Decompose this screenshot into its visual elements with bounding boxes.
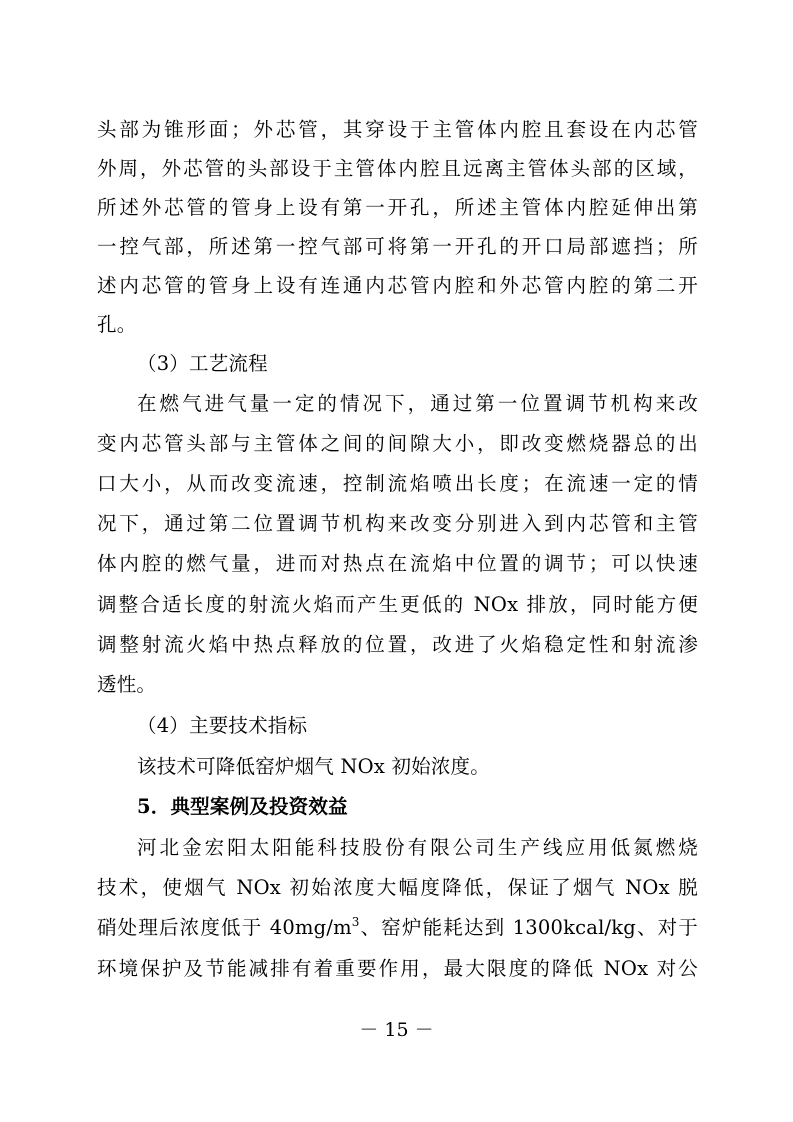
section-heading-5: 5．典型案例及投资效益 (137, 795, 348, 818)
body-line: 调整射流火焰中热点释放的位置，改进了火焰稳定性和射流渗 (97, 633, 698, 656)
body-line: 况下，通过第二位置调节机构来改变分别进入到内芯管和主管 (97, 512, 698, 535)
section-heading-3: （3）工艺流程 (137, 352, 268, 375)
body-line: 外周，外芯管的头部设于主管体内腔且远离主管体头部的区域， (97, 157, 698, 180)
body-line: 透性。 (97, 673, 157, 696)
body-line: 技术，使烟气 NOx 初始浓度大幅度降低，保证了烟气 NOx 脱 (97, 876, 698, 899)
body-line: 变内芯管头部与主管体之间的间隙大小，即改变燃烧器总的出 (97, 432, 698, 455)
body-line: 调整合适长度的射流火焰而产生更低的 NOx 排放，同时能方便 (97, 593, 698, 616)
body-line: 所述外芯管的管身上设有第一开孔，所述主管体内腔延伸出第 (97, 196, 698, 219)
body-line: 体内腔的燃气量，进而对热点在流焰中位置的调节；可以快速 (97, 552, 698, 575)
body-line: 该技术可降低窑炉烟气 NOx 初始浓度。 (137, 755, 490, 778)
body-line: 述内芯管的管身上设有连通内芯管内腔和外芯管内腔的第二开 (97, 274, 698, 297)
body-line: 在燃气进气量一定的情况下，通过第一位置调节机构来改 (137, 392, 698, 415)
body-line (97, 916, 698, 940)
body-line: 头部为锥形面；外芯管，其穿设于主管体内腔且套设在内芯管 (97, 118, 698, 141)
text-segment: 硝处理后浓度低于 40mg/m (97, 916, 352, 939)
body-line: 河北金宏阳太阳能科技股份有限公司生产线应用低氮燃烧 (137, 836, 698, 859)
body-line: 口大小，从而改变流速，控制流焰喷出长度；在流速一定的情 (97, 472, 698, 495)
body-line: 环境保护及节能减排有着重要作用，最大限度的降低 NOx 对公 (97, 957, 698, 980)
text-segment: 、窑炉能耗达到 1300kcal/kg、对于 (359, 916, 698, 939)
superscript: 3 (351, 915, 360, 929)
section-heading-4: （4）主要技术指标 (137, 714, 308, 737)
body-line: 孔。 (97, 313, 137, 336)
body-line: 一控气部，所述第一控气部可将第一开孔的开口局部遮挡；所 (97, 235, 698, 258)
page-number: － 15 － (359, 1019, 434, 1041)
